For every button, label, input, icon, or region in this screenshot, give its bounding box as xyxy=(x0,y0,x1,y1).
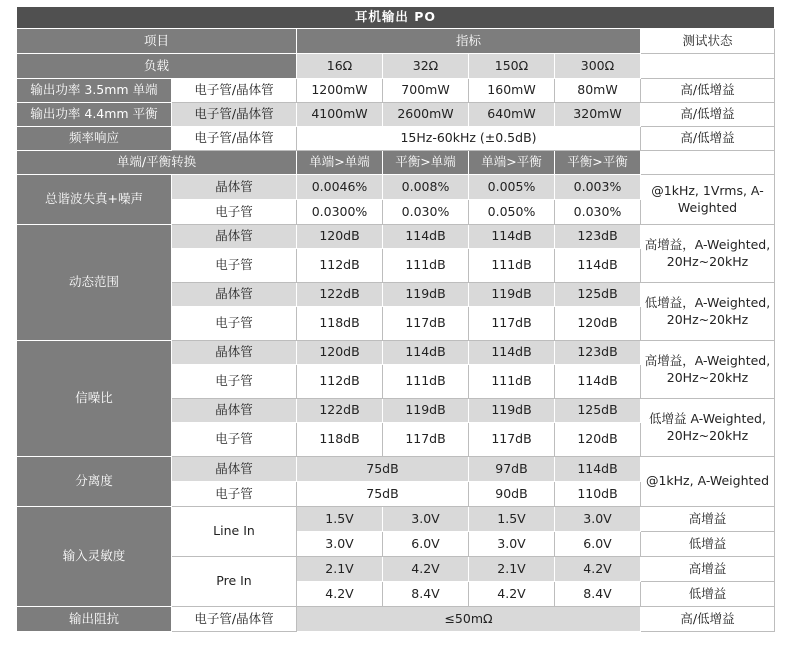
sep-tube: 电子管 xyxy=(172,482,297,507)
spec-table xyxy=(16,6,775,632)
snr-value: 123dB xyxy=(555,341,641,365)
sens-value: 8.4V xyxy=(555,582,641,607)
freq-tube: 电子管/晶体管 xyxy=(172,127,297,151)
thd-tube: 电子管 xyxy=(172,200,297,225)
dynamic-status-high: 高增益，A-Weighted, 20Hz~20kHz xyxy=(641,225,775,283)
sens-status: 低增益 xyxy=(641,532,775,557)
sens-status: 高增益 xyxy=(641,557,775,582)
sens-label: 输入灵敏度 xyxy=(17,507,172,607)
snr-status-low: 低增益 A-Weighted, 20Hz~20kHz xyxy=(641,399,775,457)
power-se-status: 高/低增益 xyxy=(641,79,775,103)
power-bal-status: 高/低增益 xyxy=(641,103,775,127)
sens-value: 4.2V xyxy=(555,557,641,582)
sens-input: Line In xyxy=(172,507,297,557)
dynamic-value: 114dB xyxy=(469,225,555,249)
dynamic-value: 117dB xyxy=(469,307,555,341)
snr-tube: 晶体管 xyxy=(172,399,297,423)
impedance-status: 高/低增益 xyxy=(641,607,775,632)
power-bal-16: 4100mW xyxy=(297,103,383,127)
sens-value: 4.2V xyxy=(469,582,555,607)
sens-value: 3.0V xyxy=(383,507,469,532)
snr-value: 117dB xyxy=(469,423,555,457)
dynamic-value: 120dB xyxy=(555,307,641,341)
snr-label: 信噪比 xyxy=(17,341,172,457)
power-se-32: 700mW xyxy=(383,79,469,103)
snr-tube: 晶体管 xyxy=(172,341,297,365)
mode-status-empty xyxy=(641,151,775,175)
dynamic-tube: 晶体管 xyxy=(172,283,297,307)
sep-value: 114dB xyxy=(555,457,641,482)
power-bal-300: 320mW xyxy=(555,103,641,127)
sens-value: 8.4V xyxy=(383,582,469,607)
dynamic-value: 125dB xyxy=(555,283,641,307)
power-bal-label: 输出功率 4.4mm 平衡 xyxy=(17,103,172,127)
sens-value: 4.2V xyxy=(383,557,469,582)
sep-tube: 晶体管 xyxy=(172,457,297,482)
sens-value: 1.5V xyxy=(469,507,555,532)
snr-value: 122dB xyxy=(297,399,383,423)
thd-status: @1kHz, 1Vrms, A-Weighted xyxy=(641,175,775,225)
snr-value: 114dB xyxy=(383,341,469,365)
sens-input: Pre In xyxy=(172,557,297,607)
snr-value: 120dB xyxy=(297,341,383,365)
snr-status-high: 高增益，A-Weighted, 20Hz~20kHz xyxy=(641,341,775,399)
sens-value: 1.5V xyxy=(297,507,383,532)
thd-tube: 晶体管 xyxy=(172,175,297,200)
sens-value: 3.0V xyxy=(555,507,641,532)
freq-status: 高/低增益 xyxy=(641,127,775,151)
snr-value: 111dB xyxy=(383,365,469,399)
sep-se-value: 75dB xyxy=(297,457,469,482)
header-load: 负载 xyxy=(17,54,297,79)
dynamic-value: 112dB xyxy=(297,249,383,283)
power-bal-32: 2600mW xyxy=(383,103,469,127)
sens-value: 2.1V xyxy=(469,557,555,582)
empty-status xyxy=(641,54,775,79)
sens-status: 高增益 xyxy=(641,507,775,532)
load-150: 150Ω xyxy=(469,54,555,79)
snr-tube: 电子管 xyxy=(172,423,297,457)
dynamic-value: 114dB xyxy=(555,249,641,283)
snr-tube: 电子管 xyxy=(172,365,297,399)
thd-value: 0.003% xyxy=(555,175,641,200)
table-title: 耳机输出 PO xyxy=(17,7,775,29)
sep-status: @1kHz, A-Weighted xyxy=(641,457,775,507)
dynamic-value: 111dB xyxy=(383,249,469,283)
dynamic-tube: 电子管 xyxy=(172,307,297,341)
snr-value: 114dB xyxy=(555,365,641,399)
thd-value: 0.0046% xyxy=(297,175,383,200)
sep-label: 分离度 xyxy=(17,457,172,507)
thd-label: 总谐波失真+噪声 xyxy=(17,175,172,225)
dynamic-value: 119dB xyxy=(383,283,469,307)
thd-value: 0.005% xyxy=(469,175,555,200)
mode-bal-se: 平衡>单端 xyxy=(383,151,469,175)
sens-value: 6.0V xyxy=(383,532,469,557)
mode-header: 单端/平衡转换 xyxy=(17,151,297,175)
dynamic-value: 117dB xyxy=(383,307,469,341)
dynamic-value: 114dB xyxy=(383,225,469,249)
dynamic-value: 119dB xyxy=(469,283,555,307)
freq-label: 频率响应 xyxy=(17,127,172,151)
sep-value: 110dB xyxy=(555,482,641,507)
dynamic-tube: 电子管 xyxy=(172,249,297,283)
snr-value: 117dB xyxy=(383,423,469,457)
header-spec: 指标 xyxy=(297,29,641,54)
dynamic-value: 111dB xyxy=(469,249,555,283)
snr-value: 118dB xyxy=(297,423,383,457)
snr-value: 120dB xyxy=(555,423,641,457)
snr-value: 119dB xyxy=(383,399,469,423)
freq-value: 15Hz-60kHz (±0.5dB) xyxy=(297,127,641,151)
power-se-16: 1200mW xyxy=(297,79,383,103)
power-bal-150: 640mW xyxy=(469,103,555,127)
header-item: 项目 xyxy=(17,29,297,54)
sens-value: 3.0V xyxy=(469,532,555,557)
dynamic-tube: 晶体管 xyxy=(172,225,297,249)
thd-value: 0.050% xyxy=(469,200,555,225)
snr-value: 112dB xyxy=(297,365,383,399)
thd-value: 0.030% xyxy=(383,200,469,225)
mode-se-bal: 单端>平衡 xyxy=(469,151,555,175)
sens-value: 3.0V xyxy=(297,532,383,557)
mode-se-se: 单端>单端 xyxy=(297,151,383,175)
thd-value: 0.030% xyxy=(555,200,641,225)
dynamic-value: 123dB xyxy=(555,225,641,249)
sep-se-value: 75dB xyxy=(297,482,469,507)
power-se-300: 80mW xyxy=(555,79,641,103)
dynamic-value: 120dB xyxy=(297,225,383,249)
dynamic-value: 118dB xyxy=(297,307,383,341)
sep-value: 97dB xyxy=(469,457,555,482)
impedance-value: ≤50mΩ xyxy=(297,607,641,632)
power-se-label: 输出功率 3.5mm 单端 xyxy=(17,79,172,103)
sens-value: 2.1V xyxy=(297,557,383,582)
sep-value: 90dB xyxy=(469,482,555,507)
impedance-tube: 电子管/晶体管 xyxy=(172,607,297,632)
load-300: 300Ω xyxy=(555,54,641,79)
sens-value: 6.0V xyxy=(555,532,641,557)
load-32: 32Ω xyxy=(383,54,469,79)
dynamic-value: 122dB xyxy=(297,283,383,307)
dynamic-status-low: 低增益，A-Weighted, 20Hz~20kHz xyxy=(641,283,775,341)
snr-value: 125dB xyxy=(555,399,641,423)
snr-value: 119dB xyxy=(469,399,555,423)
mode-bal-bal: 平衡>平衡 xyxy=(555,151,641,175)
impedance-label: 输出阻抗 xyxy=(17,607,172,632)
power-bal-tube: 电子管/晶体管 xyxy=(172,103,297,127)
snr-value: 111dB xyxy=(469,365,555,399)
thd-value: 0.008% xyxy=(383,175,469,200)
thd-value: 0.0300% xyxy=(297,200,383,225)
power-se-tube: 电子管/晶体管 xyxy=(172,79,297,103)
power-se-150: 160mW xyxy=(469,79,555,103)
sens-value: 4.2V xyxy=(297,582,383,607)
snr-value: 114dB xyxy=(469,341,555,365)
load-16: 16Ω xyxy=(297,54,383,79)
header-status: 测试状态 xyxy=(641,29,775,54)
dynamic-label: 动态范围 xyxy=(17,225,172,341)
sens-status: 低增益 xyxy=(641,582,775,607)
